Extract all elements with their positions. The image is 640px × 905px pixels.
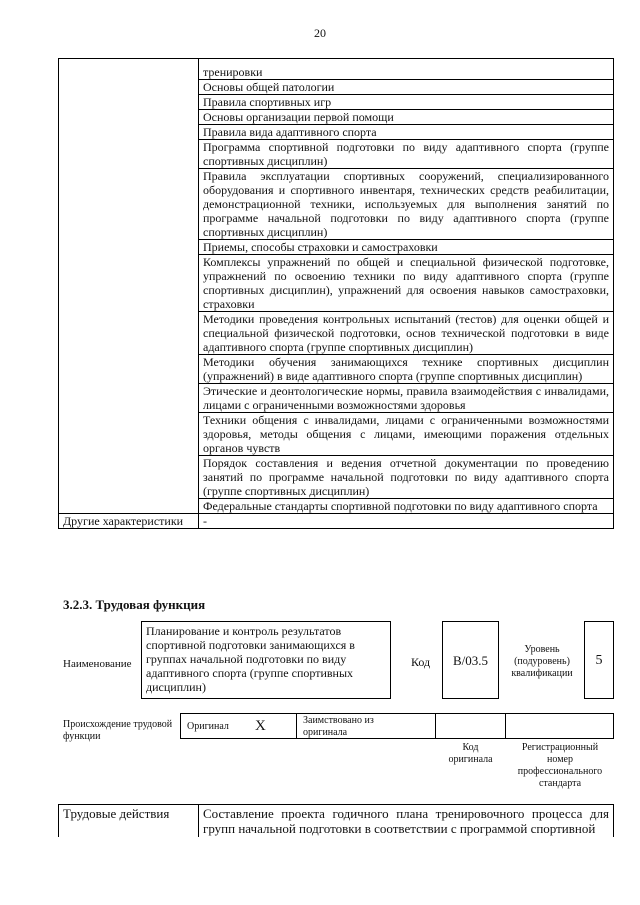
knowledge-item: Основы общей патологии (199, 80, 614, 95)
origin-reg-cell (505, 713, 614, 739)
reg-number-label: Регистрационный номер профессионального стандарта (517, 742, 603, 789)
level-label: Уровень (подуровень) квалификации (511, 644, 573, 679)
knowledge-label-cell (59, 59, 199, 514)
other-characteristics-value: - (199, 514, 614, 529)
actions-table (58, 804, 614, 837)
original-mark: X (255, 718, 266, 734)
actions-label: Трудовые действия (59, 805, 199, 838)
actions-value: Составление проекта годичного плана тренировочного процесса для групп начальной подготовки в соответствии с программой спортивной (199, 805, 614, 838)
borrowed-label: Заимствовано из оригинала (303, 715, 374, 738)
knowledge-item: Правила эксплуатации спортивных сооружений, специализированного оборудования и спортивного инвентаря, технических средств реабилитации, демонстрационной техники, используемых для выполнения занятий по программе начальной подготовки по виду адаптивного спорта (группе спортивных дисциплин) (199, 169, 614, 240)
other-characteristics-row (59, 514, 614, 529)
origin-code-cell (435, 713, 506, 739)
other-characteristics-label: Другие характеристики (59, 514, 199, 529)
knowledge-item: Методики проведения контрольных испытаний (тестов) для оценки общей и специальной физической подготовки, основ технической подготовки в виде адаптивного спорта (группе спортивных дисциплин) (199, 312, 614, 355)
level-value: 5 (584, 621, 614, 699)
code-original-label: Код оригинала (448, 742, 493, 765)
code-value: В/03.5 (442, 621, 499, 699)
knowledge-row (59, 59, 614, 80)
knowledge-item: Основы организации первой помощи (199, 110, 614, 125)
origin-original-cell (180, 713, 297, 739)
knowledge-item: Техники общения с инвалидами, лицами с ограниченными возможностями здоровья, методы общения с лицами, имеющими поражения отдельных органов чувств (199, 413, 614, 456)
code-label: Код (411, 655, 431, 669)
knowledge-item: Комплексы упражнений по общей и специальной физической подготовке, упражнений по освоению техники по виду адаптивного спорта (группе спортивных дисциплин), упражнений для освоения навыков самостраховки, страховки (199, 255, 614, 312)
knowledge-table (58, 58, 614, 529)
knowledge-item: Федеральные стандарты спортивной подготовки по виду адаптивного спорта (199, 499, 614, 514)
knowledge-item: Приемы, способы страховки и самостраховки (199, 240, 614, 255)
knowledge-item: Этические и деонтологические нормы, правила взаимодействия с инвалидами, лицами с ограниченными возможностями здоровья (199, 384, 614, 413)
knowledge-item: Порядок составления и ведения отчетной документации по проведению занятий по программе начальной подготовки по виду адаптивного спорта (группе спортивных дисциплин) (199, 456, 614, 499)
name-label: Наименование (63, 658, 132, 670)
knowledge-item: Правила вида адаптивного спорта (199, 125, 614, 140)
origin-borrowed-cell (296, 713, 436, 739)
function-name-box (141, 621, 391, 699)
knowledge-item: Программа спортивной подготовки по виду адаптивного спорта (группе спортивных дисциплин) (199, 140, 614, 169)
original-label: Оригинал (187, 721, 229, 732)
function-name-value: Планирование и контроль результатов спортивной подготовки занимающихся в группах начальной подготовки по виду адаптивного спорта (группе спортивных дисциплин) (146, 624, 355, 694)
page-number: 20 (314, 26, 326, 40)
knowledge-item: тренировки (199, 59, 614, 80)
knowledge-item: Правила спортивных игр (199, 95, 614, 110)
section-heading: 3.2.3. Трудовая функция (63, 597, 206, 612)
knowledge-item: Методики обучения занимающихся технике спортивных дисциплин (упражнений) в виде адаптивного спорта (группе спортивных дисциплин) (199, 355, 614, 384)
origin-label: Происхождение трудовой функции (63, 719, 173, 742)
